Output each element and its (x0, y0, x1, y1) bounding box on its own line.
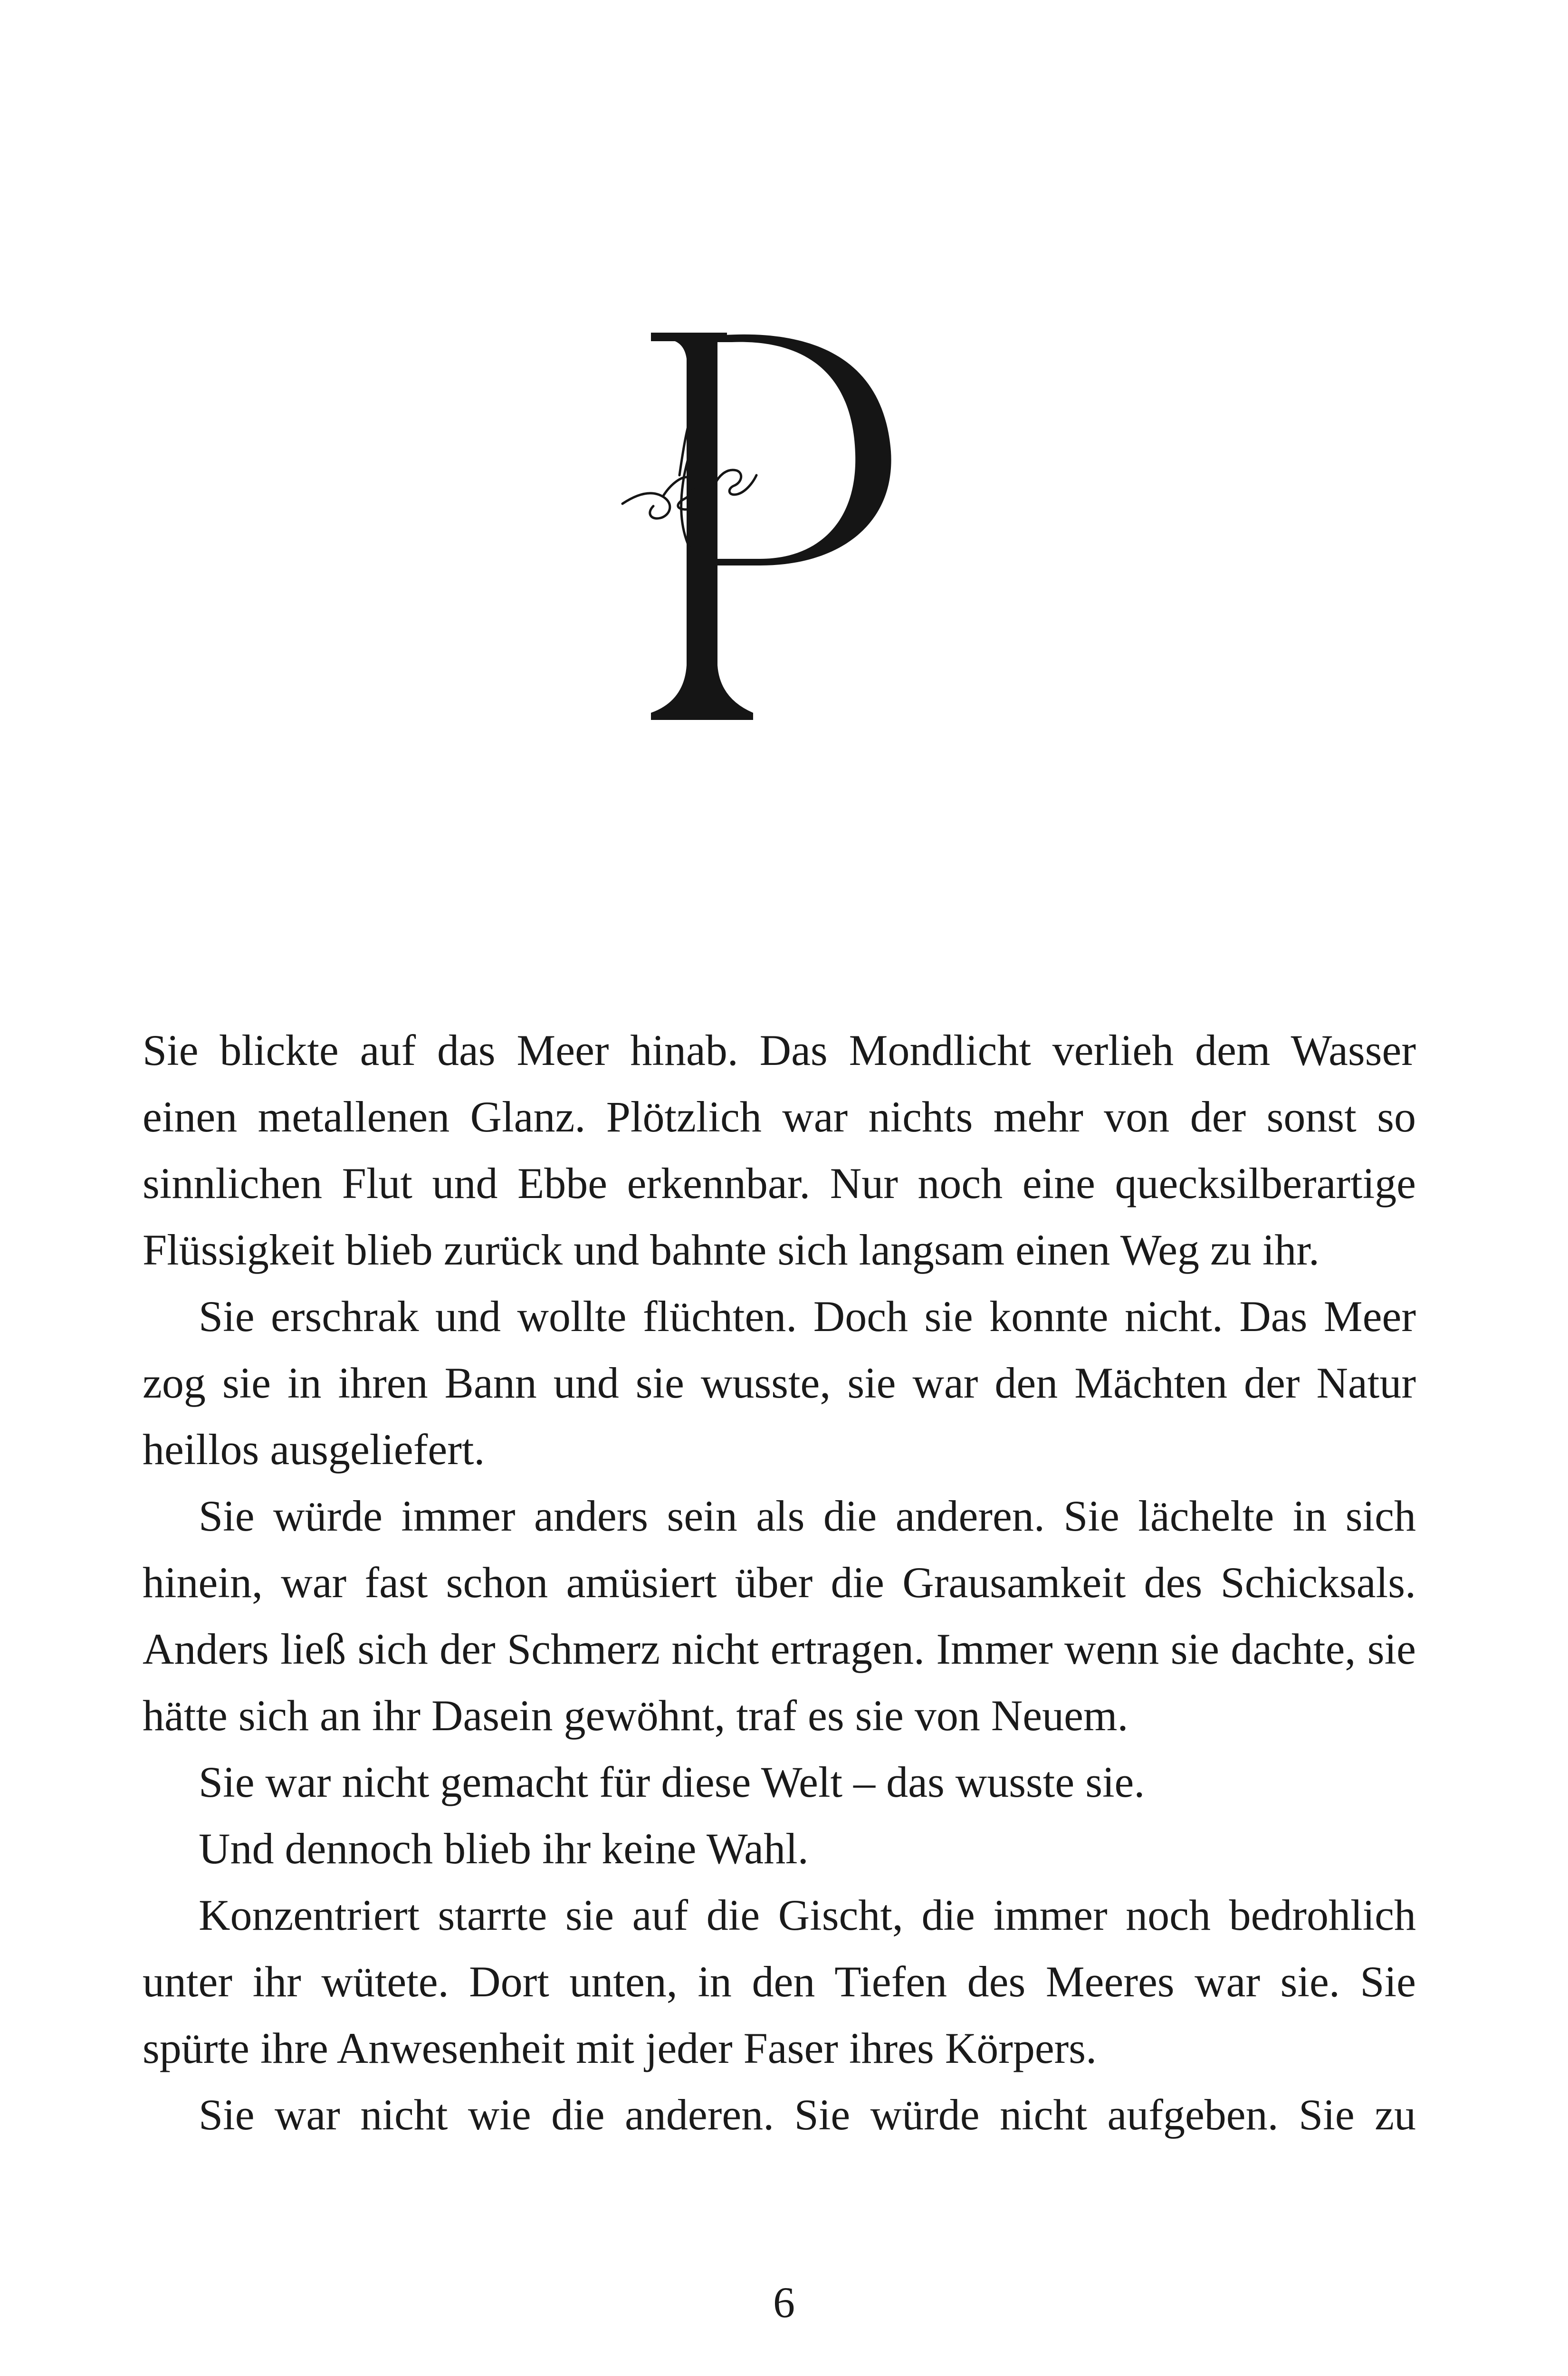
paragraph-7: Sie war nicht wie die anderen. Sie würde nicht aufgeben. Sie zu (199, 2090, 1416, 2139)
chapter-body-text (143, 1017, 1416, 2148)
page-number: 6 (773, 2278, 795, 2327)
paragraph-4: Sie war nicht gemacht für diese Welt – das wusste sie. (199, 1758, 1145, 1806)
chapter-initial-emblem (618, 333, 950, 722)
paragraph-2: Sie erschrak und wollte flüchten. Doch sie konnte nicht. Das Meer zog sie in ihren Bann und sie wusste, sie war den Mächten der Natur heillos ausgeliefert. (143, 1292, 1416, 1474)
paragraph-6: Konzentriert starrte sie auf die Gischt, die immer noch bedrohlich unter ihr wütete. Dort unten, in den Tiefen des Meeres war sie. Sie spürte ihre Anwesenheit mit jeder Faser ihres Körpers. (143, 1891, 1416, 2072)
letter-p-icon (618, 333, 950, 722)
paragraph-5: Und dennoch blieb ihr keine Wahl. (199, 1824, 809, 1873)
paragraph-1: Sie blickte auf das Meer hinab. Das Mondlicht verlieh dem Wasser einen metallenen Glanz. Plötzlich war nichts mehr von der sonst so sinnlichen Flut und Ebbe erkennbar. Nur noch eine quecksilberartige Flüssigkeit blieb zurück und bahnte sich langsam einen Weg zu ihr. (143, 1026, 1416, 1274)
paragraph-3: Sie würde immer anders sein als die anderen. Sie lächelte in sich hinein, war fast schon amüsiert über die Grausamkeit des Schicksals. Anders ließ sich der Schmerz nicht ertragen. Immer wenn sie dachte, sie hätte sich an ihr Dasein gewöhnt, traf es sie von Neuem. (143, 1492, 1416, 1740)
